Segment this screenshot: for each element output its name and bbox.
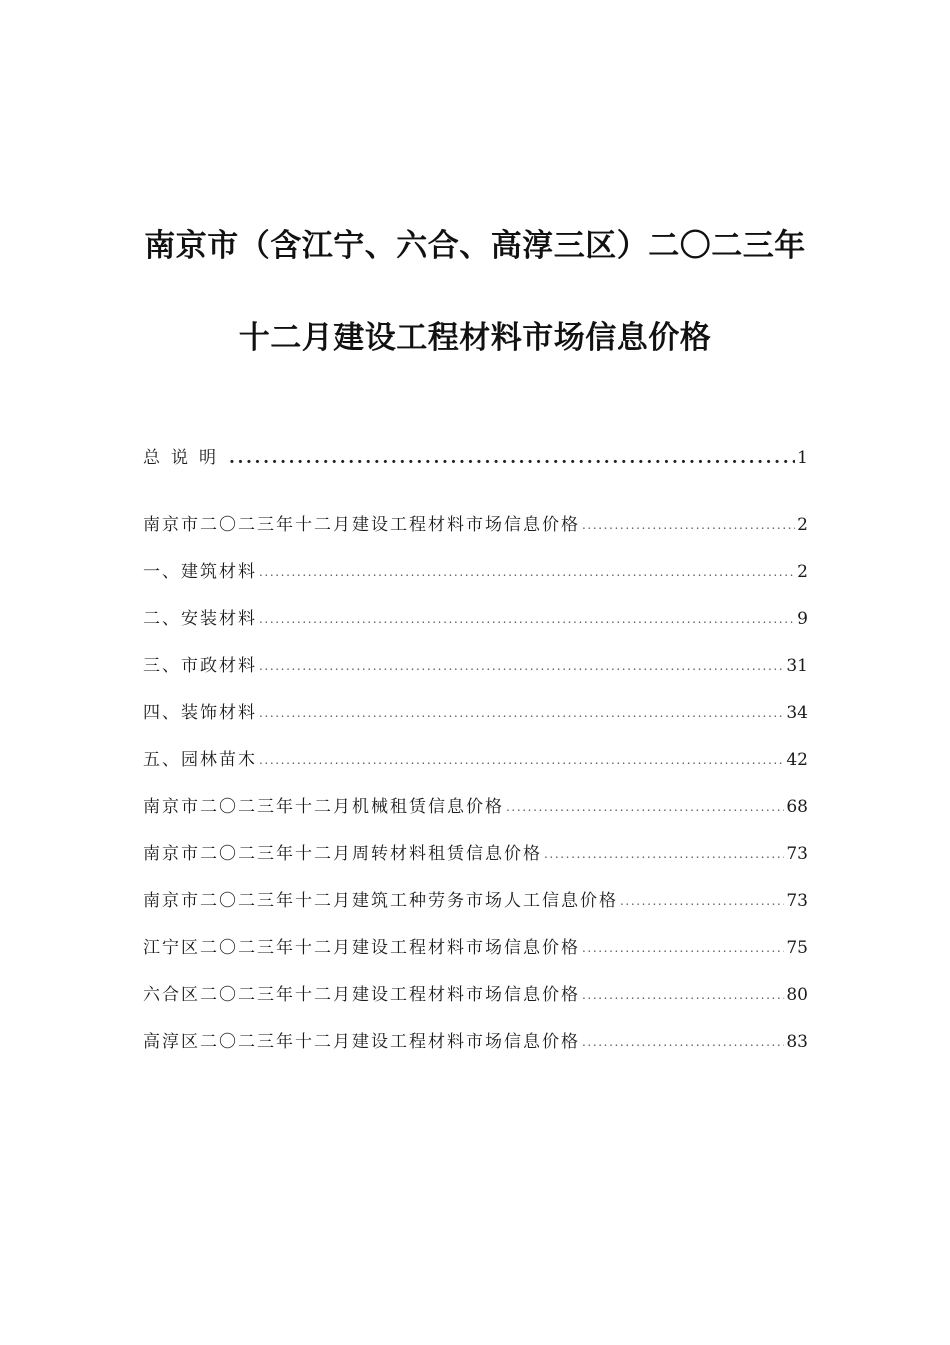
toc-dot-leader: [259, 612, 795, 626]
toc-dot-leader: [259, 659, 784, 673]
toc-entry-label: 南京市二〇二三年十二月建筑工种劳务市场人工信息价格: [143, 891, 618, 911]
toc-dot-leader: [259, 706, 784, 720]
toc-dot-leader: [582, 941, 784, 955]
toc-entry-page: 73: [786, 891, 808, 911]
toc-dot-leader: [620, 894, 784, 908]
toc-entry-page: 34: [786, 703, 808, 723]
toc-entry[interactable]: [143, 723, 808, 770]
toc-entry[interactable]: [143, 582, 808, 629]
toc-entry-page: 75: [786, 938, 808, 958]
toc-entry-label: 高淳区二〇二三年十二月建设工程材料市场信息价格: [143, 1032, 580, 1052]
toc-dot-leader: [582, 1035, 784, 1049]
toc-entry[interactable]: [143, 864, 808, 911]
toc-entry-page: 9: [797, 609, 808, 629]
toc-entry-page: 42: [786, 750, 808, 770]
toc-entry[interactable]: [143, 817, 808, 864]
toc-entry[interactable]: [143, 488, 808, 535]
toc-entry-page: 80: [786, 985, 808, 1005]
toc-entry[interactable]: [143, 535, 808, 582]
toc-entry-page: 83: [786, 1032, 808, 1052]
toc-entry-label: 总说明: [143, 448, 227, 468]
toc-entry-label: 二、安装材料: [143, 609, 257, 629]
table-of-contents: [143, 432, 808, 1052]
toc-entry[interactable]: [143, 676, 808, 723]
toc-dot-leader: [259, 565, 795, 579]
toc-dot-leader: [544, 847, 784, 861]
toc-dot-leader: [229, 448, 795, 468]
toc-entry-label: 一、建筑材料: [143, 562, 257, 582]
toc-entry-label: 江宁区二〇二三年十二月建设工程材料市场信息价格: [143, 938, 580, 958]
toc-dot-leader: [582, 988, 784, 1002]
toc-entry-label: 六合区二〇二三年十二月建设工程材料市场信息价格: [143, 985, 580, 1005]
toc-entry[interactable]: [143, 958, 808, 1005]
toc-entry-page: 2: [797, 515, 808, 535]
toc-dot-leader: [259, 753, 784, 767]
toc-entry-page: 68: [786, 797, 808, 817]
toc-dot-leader: [506, 800, 784, 814]
toc-entry-general-notes[interactable]: [143, 432, 808, 468]
toc-entry-page: 73: [786, 844, 808, 864]
toc-entry-page: 31: [786, 656, 808, 676]
document-title-line-1: 南京市（含江宁、六合、高淳三区）二〇二三年: [144, 228, 806, 264]
toc-entry-label: 南京市二〇二三年十二月机械租赁信息价格: [143, 797, 504, 817]
toc-entry-label: 南京市二〇二三年十二月周转材料租赁信息价格: [143, 844, 542, 864]
toc-entry-label: 三、市政材料: [143, 656, 257, 676]
toc-entry[interactable]: [143, 629, 808, 676]
toc-entry[interactable]: [143, 770, 808, 817]
toc-entry-page: 2: [797, 562, 808, 582]
toc-entry-label: 五、园林苗木: [143, 750, 257, 770]
toc-dot-leader: [582, 518, 795, 532]
toc-entry-label: 南京市二〇二三年十二月建设工程材料市场信息价格: [143, 515, 580, 535]
toc-entry[interactable]: [143, 911, 808, 958]
toc-entry-label: 四、装饰材料: [143, 703, 257, 723]
toc-entry[interactable]: [143, 1005, 808, 1052]
document-title-line-2: 十二月建设工程材料市场信息价格: [238, 320, 712, 356]
toc-entry-page: 1: [797, 448, 808, 468]
